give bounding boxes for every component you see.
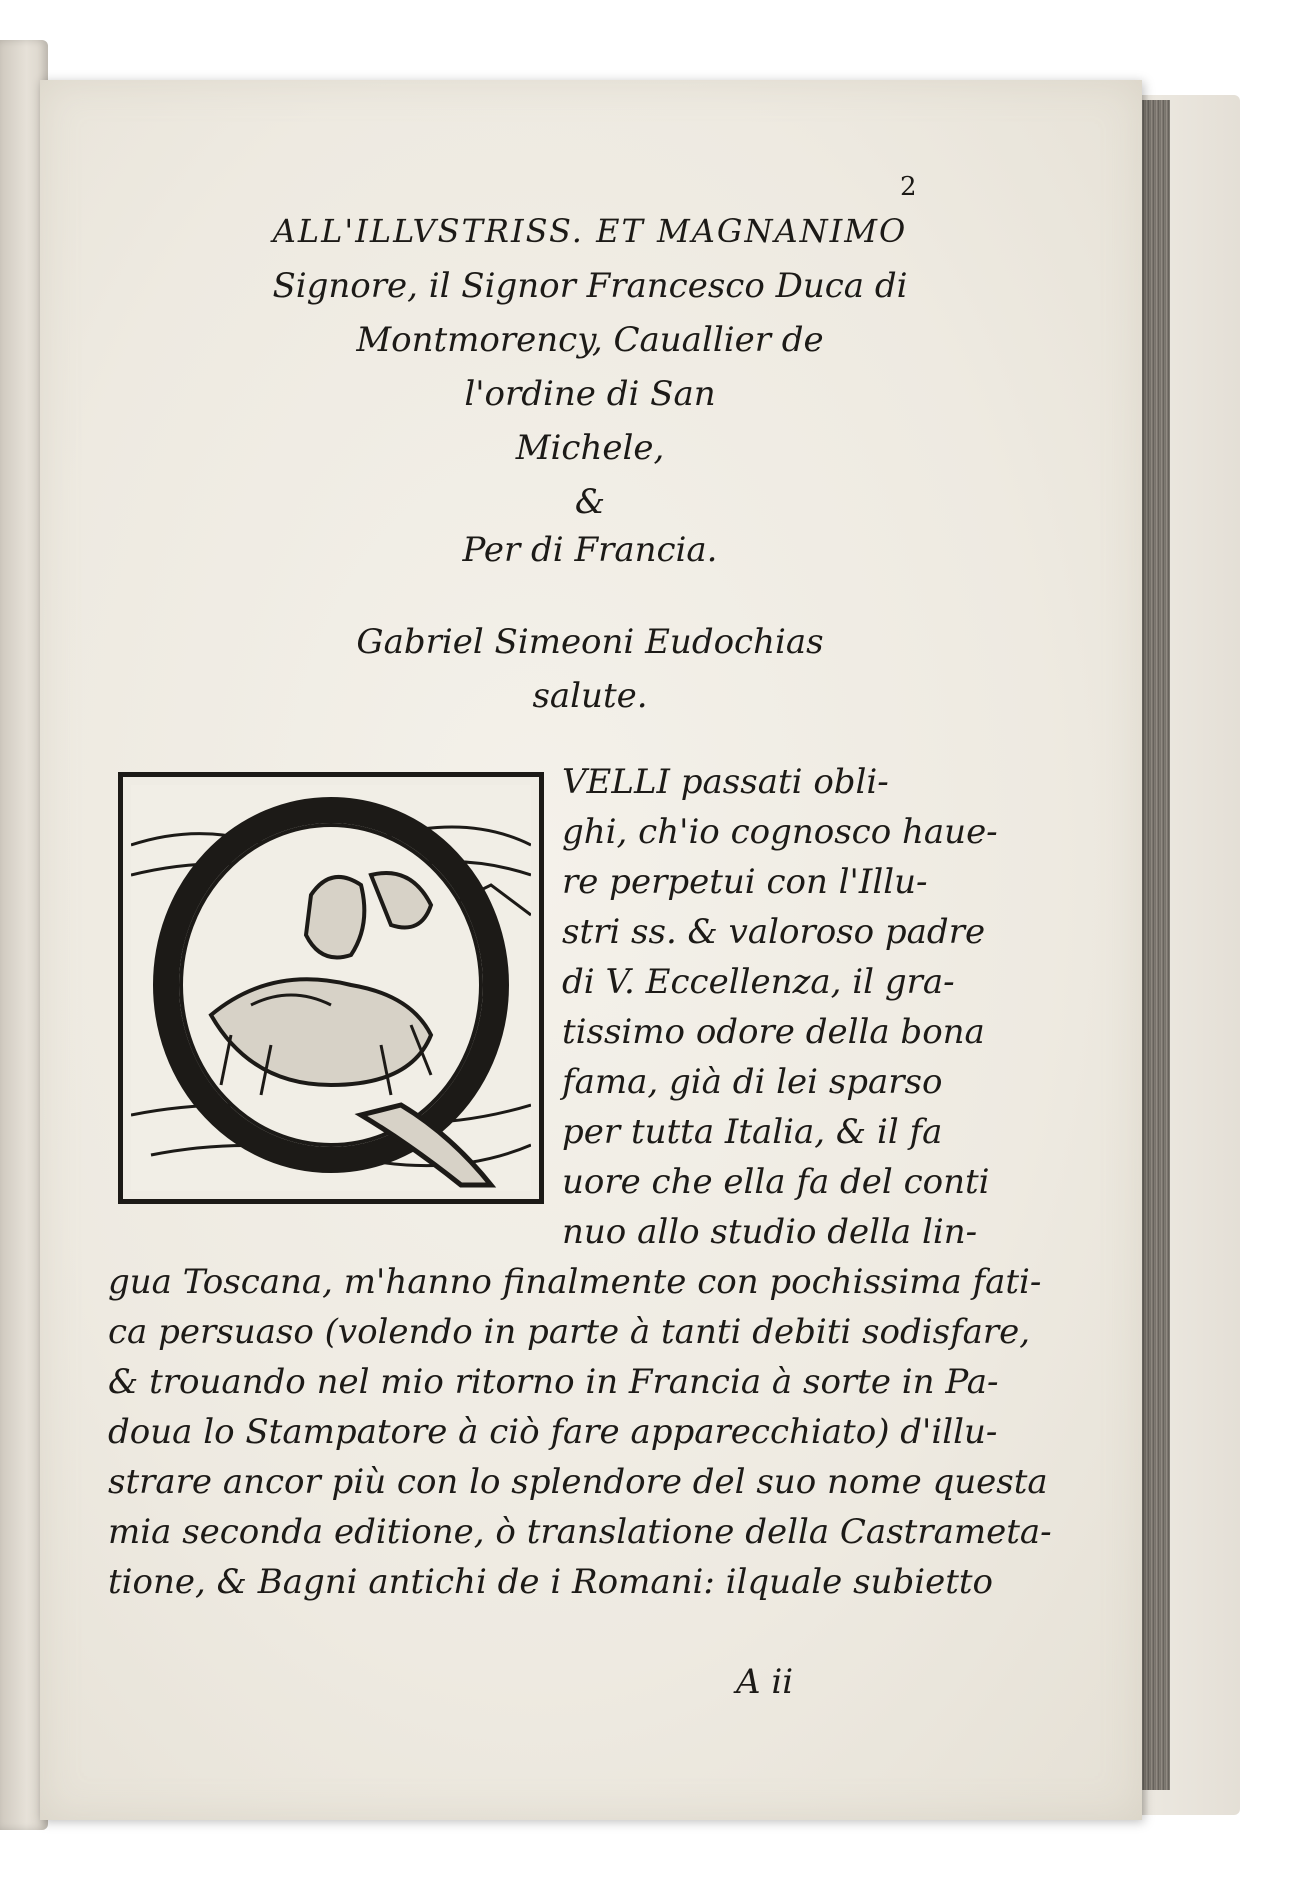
- body-line-7: fama, già di lei sparso: [562, 1062, 943, 1102]
- woodcut-illustration: [131, 785, 531, 1191]
- title-line-2: Signore, il Signor Francesco Duca di: [272, 266, 908, 306]
- body-line-3: re perpetui con l'Illu-: [562, 862, 928, 902]
- body-line-8: per tutta Italia, & il fa: [562, 1112, 943, 1152]
- page-number: 2: [900, 172, 917, 202]
- woodcut-initial-q: [118, 772, 544, 1204]
- body-line-15: strare ancor più con lo splendore del suo nome questa: [108, 1462, 1048, 1502]
- body-line-16: mia seconda editione, ò translatione della Castrameta-: [108, 1512, 1052, 1552]
- title-line-7: Per di Francia.: [462, 530, 718, 570]
- body-line-14: doua lo Stampatore à ciò fare apparecchiato) d'illu-: [108, 1412, 998, 1452]
- body-line-4: stri ss. & valoroso padre: [562, 912, 986, 952]
- greeting-line-1: Gabriel Simeoni Eudochias: [356, 622, 824, 662]
- signature-mark: A ii: [736, 1662, 794, 1702]
- title-line-1: ALL'ILLVSTRISS. ET MAGNANIMO: [272, 212, 908, 250]
- greeting-line-2: salute.: [532, 676, 648, 716]
- body-line-2: ghi, ch'io cognosco haue-: [562, 812, 998, 852]
- body-line-5: di V. Eccellenza, il gra-: [562, 962, 955, 1002]
- body-line-12: ca persuaso (volendo in parte à tanti debiti sodisfare,: [108, 1312, 1031, 1352]
- body-line-11: gua Toscana, m'hanno finalmente con pochissima fati-: [108, 1262, 1042, 1302]
- body-line-17: tione, & Bagni antichi de i Romani: ilquale subietto: [108, 1562, 994, 1602]
- title-line-3: Montmorency, Cauallier de: [356, 320, 824, 360]
- body-line-6: tissimo odore della bona: [562, 1012, 985, 1052]
- title-line-6: &: [574, 482, 606, 522]
- body-line-13: & trouando nel mio ritorno in Francia à sorte in Pa-: [108, 1362, 999, 1402]
- body-line-9: uore che ella fa del conti: [562, 1162, 990, 1202]
- body-line-10: nuo allo studio della lin-: [562, 1212, 978, 1252]
- title-line-4: l'ordine di San: [464, 374, 716, 414]
- title-line-5: Michele,: [515, 428, 665, 468]
- body-line-1: VELLI passati obli-: [562, 762, 889, 802]
